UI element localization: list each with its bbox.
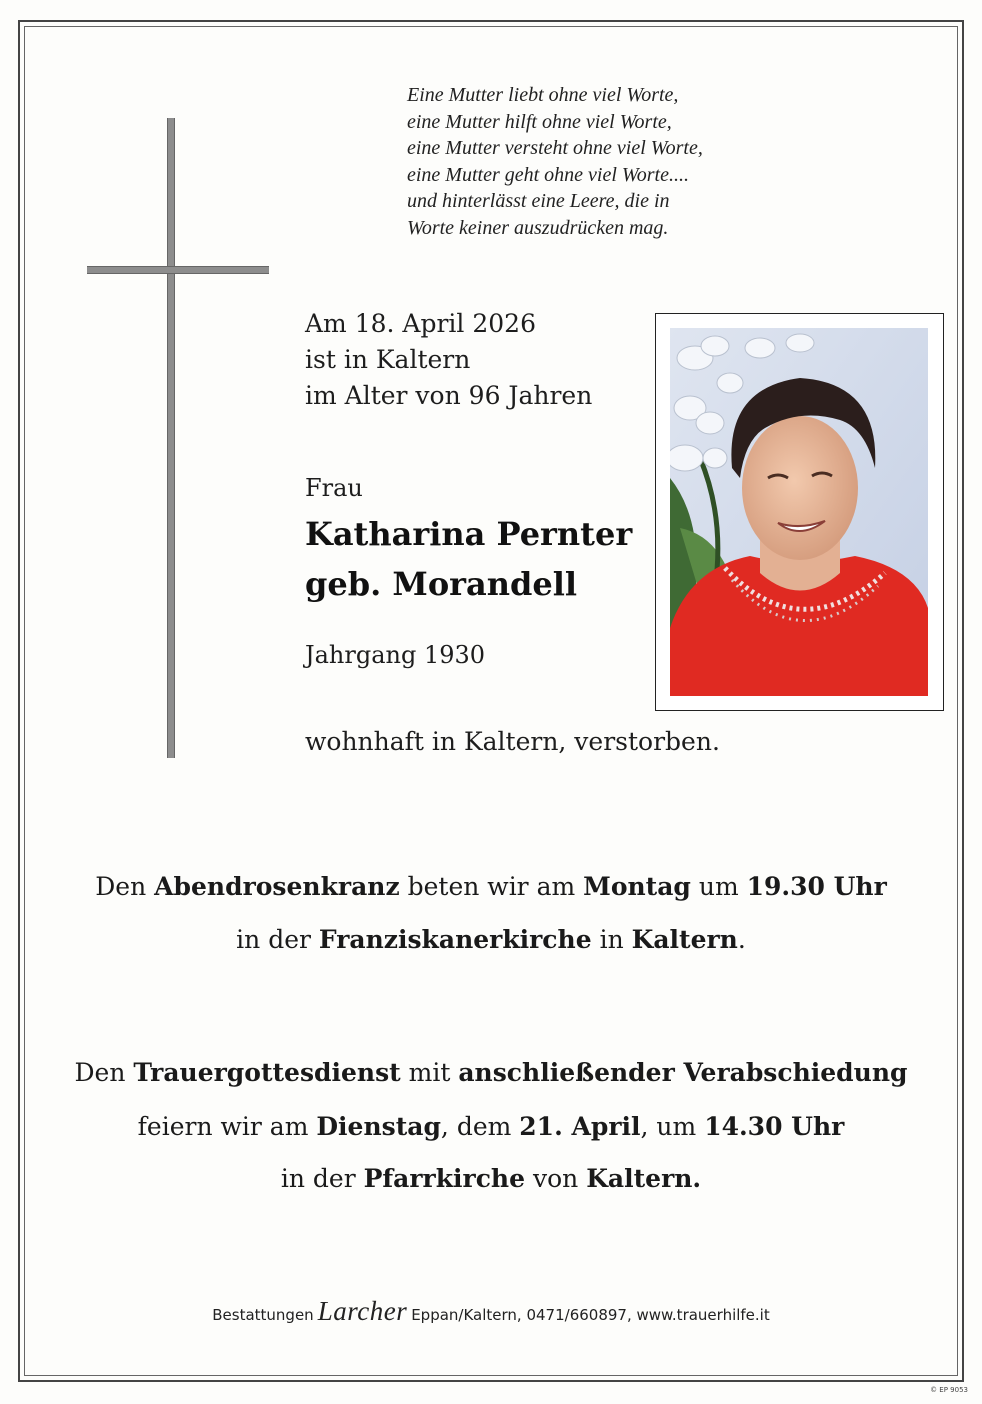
weekday: Dienstag xyxy=(316,1112,441,1141)
residence-text: wohnhaft in Kaltern, verstorben. xyxy=(305,727,720,756)
text: mit xyxy=(400,1058,459,1087)
event-name: Trauergottesdienst xyxy=(133,1058,401,1087)
poem-line: eine Mutter versteht ohne viel Worte, xyxy=(407,137,703,159)
funeral-line-2 xyxy=(30,1112,952,1141)
footer-prefix: Bestattungen xyxy=(212,1306,314,1324)
template-code: © EP 9053 xyxy=(930,1386,968,1394)
rosary-line-1 xyxy=(30,872,952,901)
cross-icon xyxy=(167,118,175,758)
name-line: Katharina Pernter xyxy=(305,515,633,553)
poem-line: eine Mutter geht ohne viel Worte.... xyxy=(407,163,689,186)
text: von xyxy=(525,1164,587,1193)
text: feiern wir am xyxy=(137,1112,317,1141)
funeral-line-1 xyxy=(30,1058,952,1087)
deceased-name xyxy=(305,509,632,609)
cross-icon-bar xyxy=(87,266,269,274)
date: 21. April xyxy=(519,1112,641,1141)
rosary-line-2 xyxy=(30,925,952,954)
portrait-image xyxy=(670,328,928,696)
text: , um xyxy=(640,1112,705,1141)
intro-line: Am 18. April 2026 xyxy=(305,309,536,338)
maiden-name-line: geb. Morandell xyxy=(305,565,578,603)
text: in der xyxy=(280,1164,364,1193)
text: um xyxy=(690,872,747,901)
event-detail: anschließender Verabschiedung xyxy=(458,1058,908,1087)
town: Kaltern xyxy=(631,925,738,954)
intro-line: im Alter von 96 Jahren xyxy=(305,381,593,410)
funeral-home-footer xyxy=(30,1296,952,1327)
time: 19.30 Uhr xyxy=(746,872,887,901)
time: 14.30 Uhr xyxy=(704,1112,845,1141)
funeral-line-3 xyxy=(30,1164,952,1193)
text: beten wir am xyxy=(399,872,584,901)
salutation: Frau xyxy=(305,474,363,502)
poem-line: Worte keiner auszudrücken mag. xyxy=(407,216,669,239)
text: , dem xyxy=(440,1112,520,1141)
text: . xyxy=(737,925,746,954)
church: Pfarrkirche xyxy=(363,1164,526,1193)
town: Kaltern. xyxy=(586,1164,702,1193)
poem-line: Eine Mutter liebt ohne viel Worte, xyxy=(407,84,679,106)
death-notice-intro xyxy=(305,306,592,414)
footer-contact: Eppan/Kaltern, 0471/660897, www.trauerhilfe.it xyxy=(411,1306,770,1324)
church: Franziskanerkirche xyxy=(318,925,592,954)
text: in xyxy=(591,925,632,954)
funeral-home-logo: Larcher xyxy=(317,1296,408,1326)
text: Den xyxy=(95,872,155,901)
text: Den xyxy=(74,1058,134,1087)
poem-line: und hinterlässt eine Leere, die in xyxy=(407,190,670,212)
birth-year: Jahrgang 1930 xyxy=(305,641,486,669)
weekday: Montag xyxy=(583,872,691,901)
text: in der xyxy=(236,925,319,954)
portrait-photo xyxy=(655,313,944,711)
poem xyxy=(407,82,827,241)
intro-line: ist in Kaltern xyxy=(305,345,471,374)
poem-line: eine Mutter hilft ohne viel Worte, xyxy=(407,110,672,133)
event-name: Abendrosenkranz xyxy=(154,872,400,901)
